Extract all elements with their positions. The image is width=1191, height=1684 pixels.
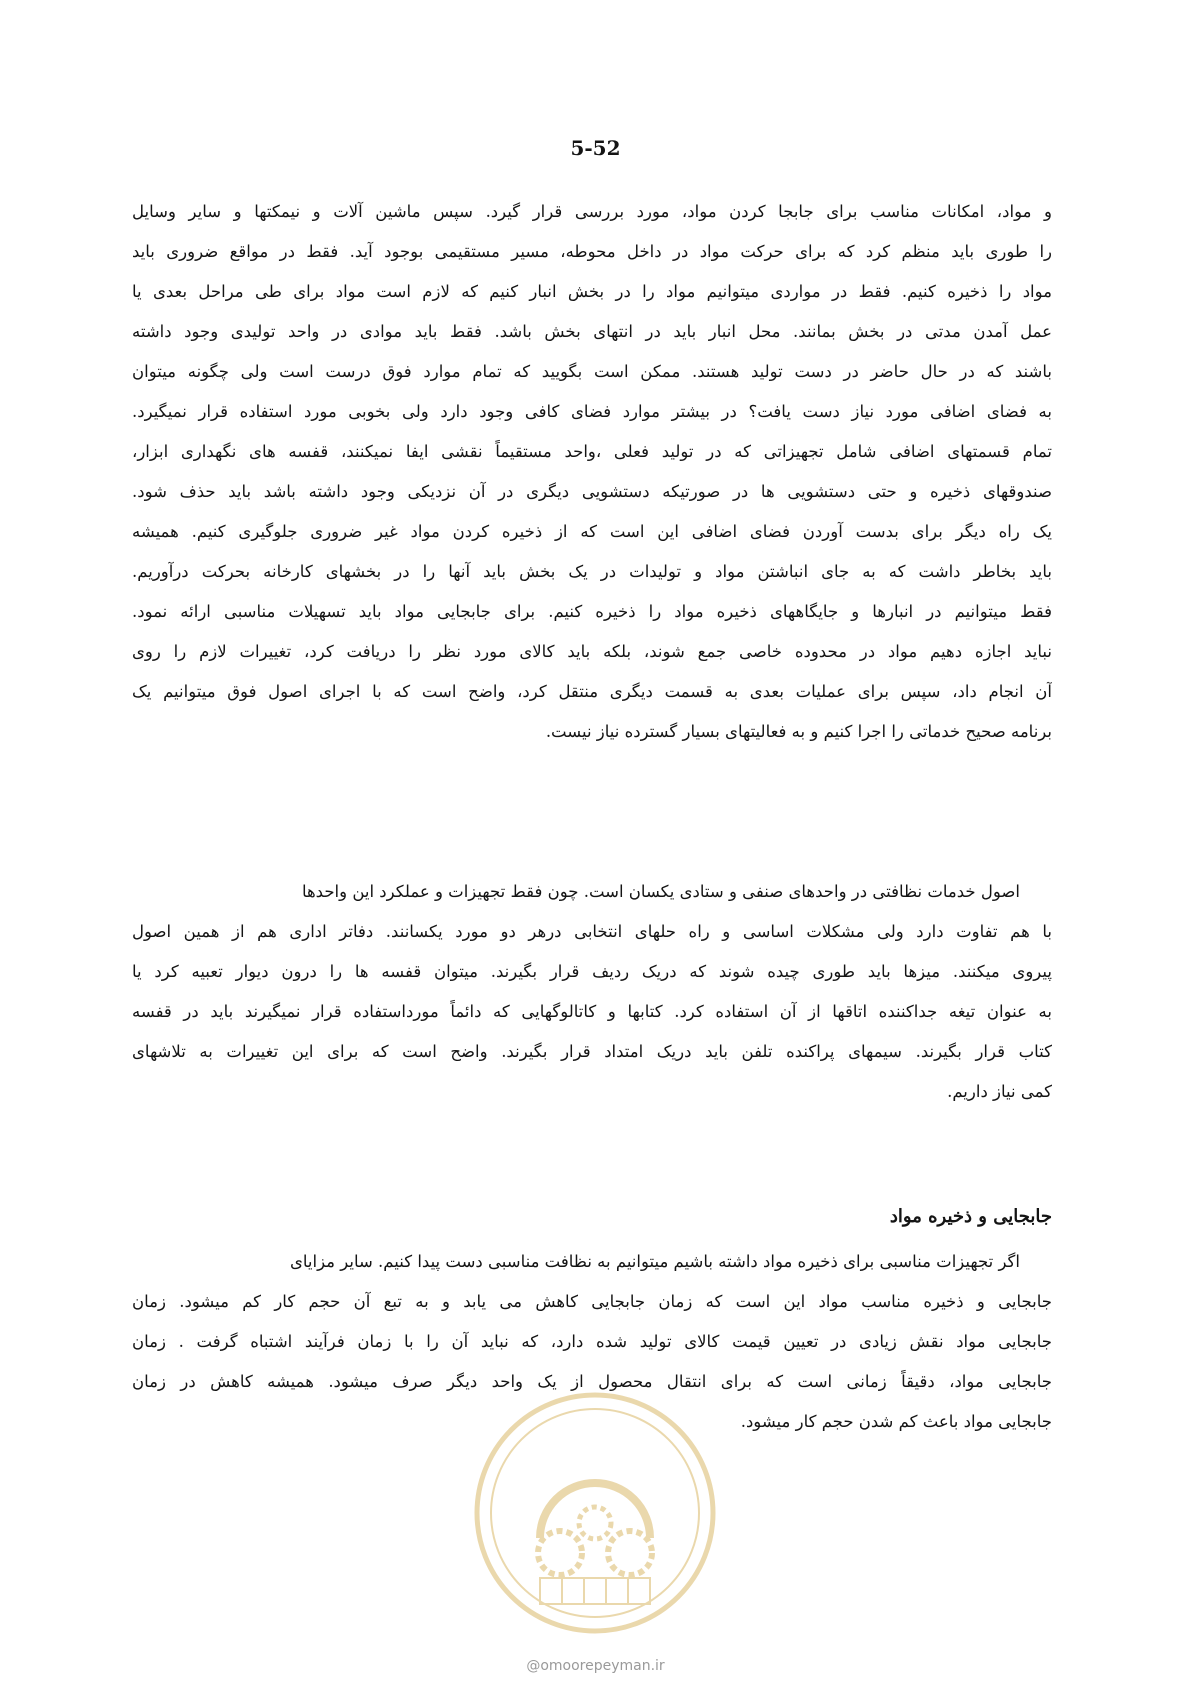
text-line: مواد را ذخیره کنیم. فقط در مواردی میتوانیم مواد را در بخش انبار کنیم که لازم است مواد برای طی مراحل بعدی یا [132, 282, 1052, 301]
watermark-url: @omoorepeyman.ir [526, 1658, 665, 1674]
section-heading: جابجایی و ذخیره مواد [889, 1206, 1052, 1227]
text-line: با هم تفاوت دارد ولی مشکلات اساسی و راه حلهای انتخابی درهر دو مورد یکسانند. دفاتر اداری هم از همین اصول [132, 922, 1052, 941]
text-line: را طوری باید منظم کرد که برای حرکت مواد در داخل محوطه، مسیر مستقیمی بوجود آید. فقط در مواقع ضروری باید [132, 242, 1052, 261]
text-line: کتاب قرار بگیرند. سیمهای پراکنده تلفن باید دریک امتداد قرار بگیرند. واضح است که برای این تغییرات به تلاشهای [132, 1042, 1052, 1061]
text-line: باشند که در حال حاضر در دست تولید هستند. ممکن است بگویید که تمام موارد فوق درست است ولی چگونه میتوان [132, 362, 1052, 381]
text-line: آن انجام داد، سپس برای عملیات بعدی به قسمت دیگری منتقل کرد، واضح است که با اجرای اصول فوق میتوانیم یک [132, 682, 1052, 701]
paragraph-2 [132, 872, 1052, 1112]
text-line: اگر تجهیزات مناسبی برای ذخیره مواد داشته باشیم میتوانیم به نظافت مناسبی دست پیدا کنیم. سایر مزایای [289, 1252, 1020, 1271]
text-line: و مواد، امکانات مناسب برای جابجا کردن مواد، مورد بررسی قرار گیرد. سپس ماشین آلات و نیمکتها و سایر وسایل [132, 202, 1052, 221]
text-line: به عنوان تیغه جداکننده اتاقها از آن استفاده کرد. کتابها و کاتالوگهایی که دائماً مورداستفاده قرار نمیگیرند باید در قفسه [132, 1002, 1052, 1021]
text-line: جابجایی و ذخیره مناسب مواد این است که زمان جابجایی کاهش می یابد و به تبع آن حجم کار کم میشود. زمان [132, 1292, 1052, 1311]
text-line: صندوقهای ذخیره و حتی دستشویی ها در صورتیکه دستشویی دیگری در آن نزدیکی وجود داشته باشد باید حذف شود. [132, 482, 1052, 501]
text-line: اصول خدمات نظافتی در واحدهای صنفی و ستادی یکسان است. چون فقط تجهیزات و عملکرد این واحدها [301, 882, 1020, 901]
text-line: باید بخاطر داشت که به جای انباشتن مواد و تولیدات در یک بخش باید آنها را در بخشهای کارخانه بحرکت درآوریم. [132, 562, 1052, 581]
text-line: تمام قسمتهای اضافی شامل تجهیزاتی که در تولید فعلی ،واحد مستقیماً نقشی ایفا نمیکنند، قفسه های نگهداری ابزار، [132, 442, 1052, 461]
page-number: 5-52 [570, 136, 621, 160]
text-line: جابجایی مواد باعث کم شدن حجم کار میشود. [740, 1412, 1052, 1431]
text-line: نباید اجازه دهیم مواد در محدوده خاصی جمع شوند، بلکه باید کالای مورد نظر را دریافت کرد، تغییرات لازم را روی [132, 642, 1052, 661]
text-line: فقط میتوانیم در انبارها و جایگاههای ذخیره مواد را ذخیره کنیم. برای جابجایی مواد باید تسهیلات مناسبی ارائه نمود. [132, 602, 1052, 621]
text-line: جابجایی مواد نقش زیادی در تعیین قیمت کالای تولید شده دارد، که نباید آن را با زمان فرآیند اشتباه گرفت . زمان [132, 1332, 1052, 1351]
text-line: کمی نیاز داریم. [947, 1082, 1052, 1101]
text-line: یک راه دیگر برای بدست آوردن فضای اضافی این است که از ذخیره کردن مواد غیر ضروری جلوگیری کنیم. همیشه [132, 522, 1052, 541]
paragraph-1 [132, 192, 1052, 752]
text-line: پیروی میکنند. میزها باید طوری چیده شوند که دریک ردیف قرار بگیرند. میتوان قفسه ها را درون دیوار تعبیه کرد یا [132, 962, 1052, 981]
text-line: به فضای اضافی مورد نیاز دست یافت؟ در بیشتر موارد فضای کافی وجود دارد ولی بخوبی مورد استفاده قرار نمیگیرد. [132, 402, 1052, 421]
text-line: جابجایی مواد، دقیقاً زمانی است که برای انتقال محصول از یک واحد دیگر صرف میشود. همیشه کاهش در زمان [132, 1372, 1052, 1391]
text-line: برنامه صحیح خدماتی را اجرا کنیم و به فعالیتهای بسیار گسترده نیاز نیست. [545, 722, 1052, 741]
text-line: عمل آمدن مدتی در بخش بمانند. محل انبار باید در انتهای بخش باشد. فقط باید موادی در واحد تولیدی وجود داشته [132, 322, 1052, 341]
watermark-seal-icon [470, 1388, 720, 1638]
